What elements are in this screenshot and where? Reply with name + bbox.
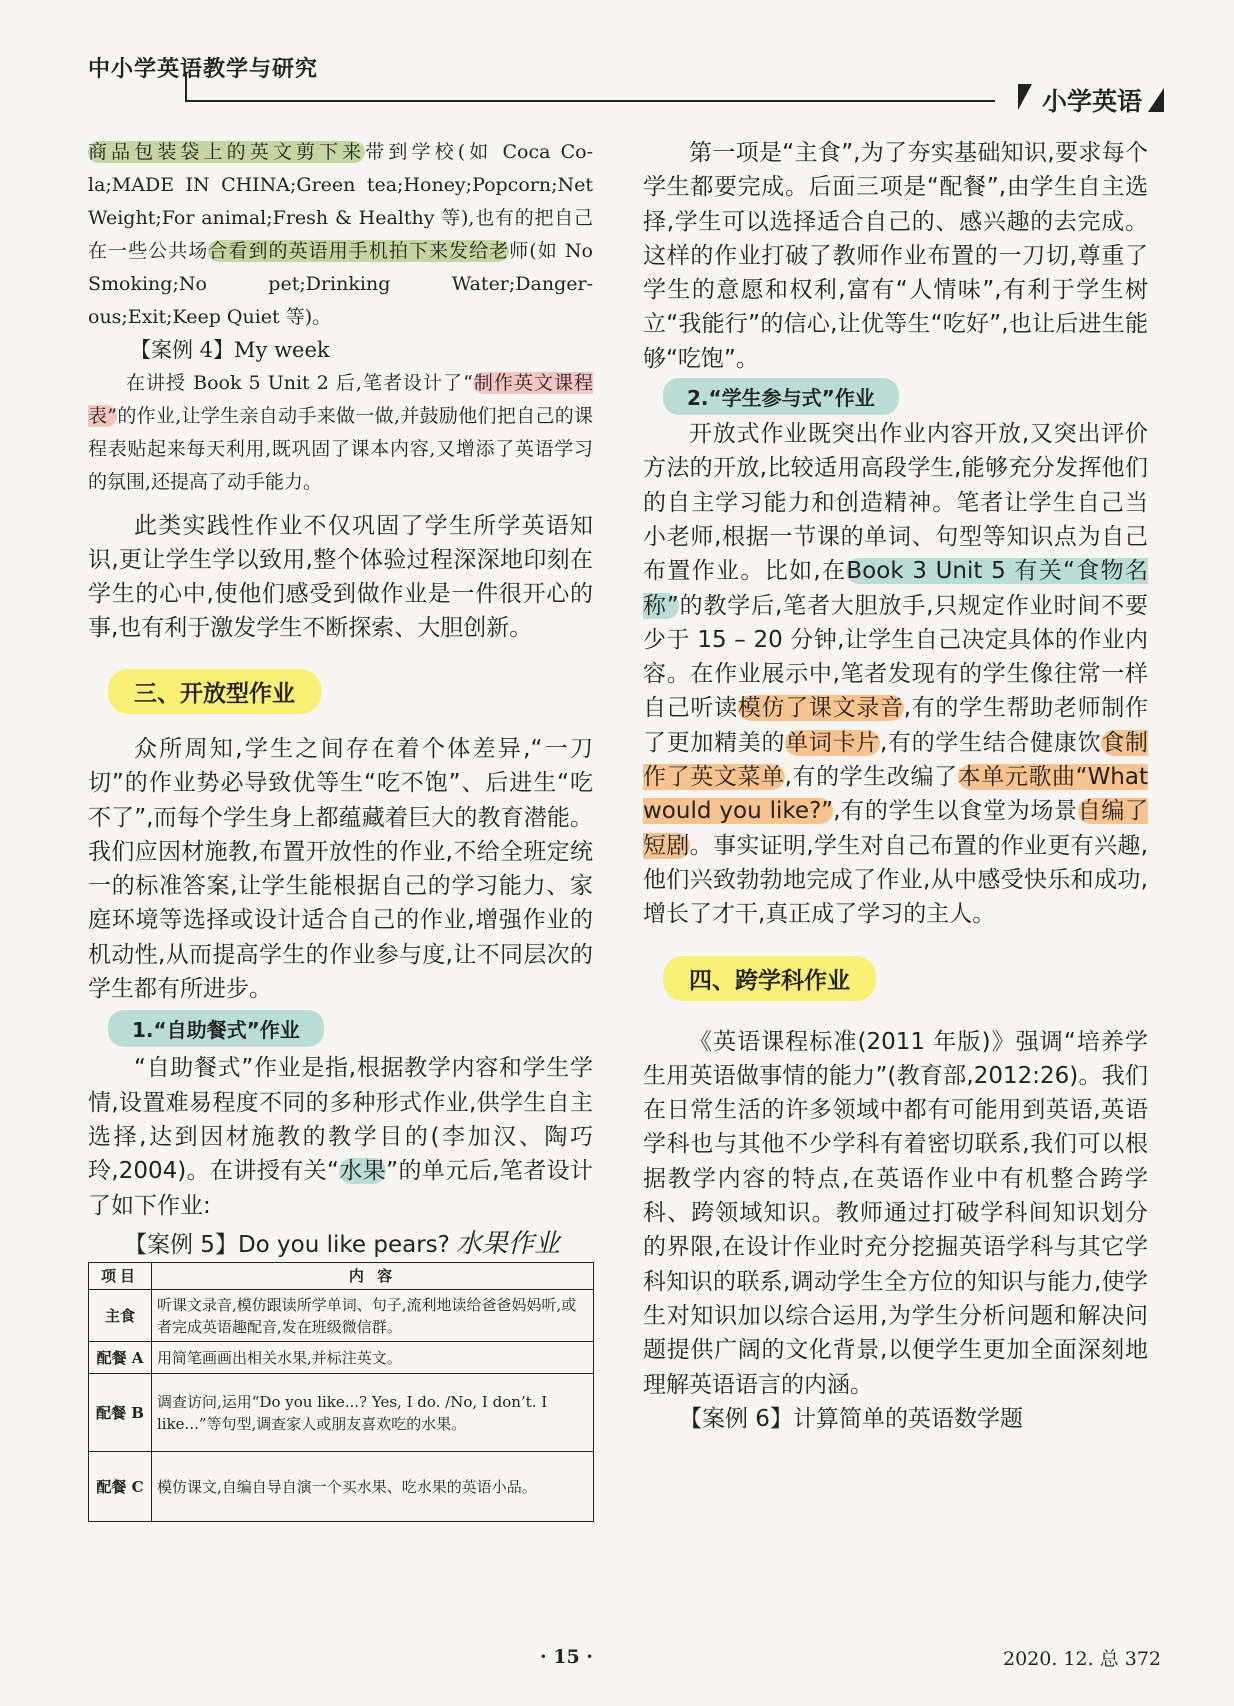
highlight-imitate: 模仿了课文录音 xyxy=(737,695,904,722)
heading-cross-discipline: 四、跨学科作业 xyxy=(663,956,876,1001)
highlight-food-names: Book 3 Unit 5 有关“食物名称” xyxy=(643,558,1148,619)
right-paragraph-1: 第一项是“主食”,为了夯实基础知识,要求每个学生都要完成。后面三项是“配餐”,由学生自主选择,学生可以选择适合自己的、感兴趣的去完成。这样的作业打破了教师作业布置的一刀切,尊重了学生的意愿和权利,富有“人情味”,有利于学生树立“我能行”的信心,让优等生“吃好”,也让后进生能够“吃饱”。 xyxy=(643,140,1148,372)
case4-title: 【案例 4】My week xyxy=(130,338,330,362)
left-paragraph-3: 此类实践性作业不仅巩固了学生所学英语知识,更让学生学以致用,整个体验过程深深地印刻在学生的心中,使他们感受到做作业是一件很开心的事,也有利于激发学生不断探索、大胆创新。 xyxy=(88,513,593,641)
highlight-song: 本单元歌曲“What would you like?” xyxy=(643,764,1148,825)
table-row-label: 主食 xyxy=(89,1290,152,1342)
right-column xyxy=(643,136,1148,1436)
table-row-label: 配餐 C xyxy=(89,1452,152,1522)
case6-title: 【案例 6】计算简单的英语数学题 xyxy=(679,1405,1023,1432)
table-row xyxy=(89,1374,594,1452)
handwritten-note: 水果作业 xyxy=(455,1228,560,1259)
right-paragraph-2: 开放式作业既突出作业内容开放,又突出评价方法的开放,比较适用高段学生,能够充分发挥他们的自主学习能力和创造精神。笔者让学生自己当小老师,根据一节课的单词、句型等知识点为自己布置作业。比如,在Book 3 Unit 5 有关“食物名称”的教学后,笔者大胆放手,只规定作业时间不要少于 15 – 20 分钟,让学生自己决定具体的作业内容。在作业展示中,笔者发现有的学生像往常一样自己听读模仿了课文录音,有的学生帮助老师制作了更加精美的单词卡片,有的学生结合健康饮食制作了英文菜单,有的学生改编了本单元歌曲“What would you like?”,有的学生以食堂为场景自编了短剧。事实证明,学生对自己布置的作业更有兴趣,他们兴致勃勃地完成了作业,从中感受快乐和成功,增长了才干,真正成了学习的主人。 xyxy=(643,421,1149,928)
table-header-content: 内 容 xyxy=(152,1263,594,1290)
table-row-label: 配餐 B xyxy=(89,1374,152,1452)
right-paragraph-3: 《英语课程标准(2011 年版)》强调“培养学生用英语做事情的能力”(教育部,2012:26)。我们在日常生活的许多领域中都有可能用到英语,英语学科也与其他不少学科有着密切联系,我们可以根据教学内容的特点,在英语作业中有机整合跨学科、跨领域知识。教师通过打破学科间知识划分的界限,在设计作业时充分挖掘英语学科与其它学科知识的联系,调动学生全方位的知识与能力,使学生对知识加以综合运用,为学生分析问题和解决问题提供广阔的文化背景,以便学生更加全面深刻地理解英语语言的内涵。 xyxy=(643,1028,1148,1398)
table-row-content: 调查访问,运用“Do you like...? Yes, I do. /No, I don’t. I like...”等句型,调查家人或朋友喜欢吃的水果。 xyxy=(152,1374,594,1452)
page-number: · 15 · xyxy=(540,1646,593,1668)
homework-table xyxy=(88,1262,594,1522)
subheading-buffet: 1.“自助餐式”作业 xyxy=(108,1010,324,1047)
highlight-packaging: 商品包装袋上的英文剪下来 xyxy=(88,141,366,163)
table-header-row xyxy=(89,1263,594,1290)
case5-title: 【案例 5】Do you like pears? 水果作业 xyxy=(124,1228,560,1259)
section-label: 小学英语 xyxy=(1018,82,1142,118)
case4-paragraph: 在讲授 Book 5 Unit 2 后,笔者设计了“制作英文课程表”的作业,让学生亲自动手来做一做,并鼓励他们把自己的课程表贴起来每天利用,既巩固了课本内容,又增添了英语学习的氛围,还提高了动手能力。 xyxy=(88,372,593,493)
highlight-photo: 合看到的英语用手机拍下来发给老 xyxy=(208,240,510,262)
table-row xyxy=(89,1452,594,1522)
table-row xyxy=(89,1290,594,1342)
issue-info: 2020. 12. 总 372 xyxy=(1003,1648,1161,1670)
left-paragraph-5: “自助餐式”作业是指,根据教学内容和学生学情,设置难易程度不同的多种形式作业,供学生自主选择,达到因材施教的教学目的(李加汉、陶巧玲,2004)。在讲授有关“水果”的单元后,笔者设计了如下作业: xyxy=(88,1055,594,1219)
highlight-fruit: 水果 xyxy=(338,1158,387,1185)
highlight-drama: 自编了短剧 xyxy=(643,798,1149,859)
table-row-content: 听课文录音,模仿跟读所学单词、句子,流利地读给爸爸妈妈听,或者完成英语趣配音,发在班级微信群。 xyxy=(152,1290,594,1342)
header-divider xyxy=(185,100,995,102)
table-row xyxy=(89,1342,594,1374)
subheading-participation: 2.“学生参与式”作业 xyxy=(663,378,899,415)
journal-title: 中小学英语教学与研究 xyxy=(88,56,319,82)
table-row-content: 用简笔画画出相关水果,并标注英文。 xyxy=(152,1342,594,1374)
table-row-content: 模仿课文,自编自导自演一个买水果、吃水果的英语小品。 xyxy=(152,1452,594,1522)
header-divider-tick xyxy=(185,72,187,102)
highlight-timetable: 制作英文课程表” xyxy=(88,372,593,427)
highlight-menu: 食制作了英文菜单 xyxy=(643,729,1149,791)
highlight-word-cards: 单词卡片 xyxy=(785,729,881,756)
left-paragraph-4: 众所周知,学生之间存在着个体差异,“一刀切”的作业势必导致优等生“吃不饱”、后进生“吃不了”,而每个学生身上都蕴藏着巨大的教育潜能。我们应因材施教,布置开放性的作业,不给全班定统一的标准答案,让学生能根据自己的学习能力、家庭环境等选择或设计适合自己的作业,增强作业的机动性,从而提高学生的作业参与度,让不同层次的学生都有所进步。 xyxy=(88,736,593,1003)
left-column xyxy=(88,136,593,1522)
heading-open-homework: 三、开放型作业 xyxy=(108,669,321,714)
table-header-item: 项目 xyxy=(89,1263,152,1290)
table-row-label: 配餐 A xyxy=(89,1342,152,1374)
left-paragraph-1: 商品包装袋上的英文剪下来带到学校(如 Coca Co-la;MADE IN CHINA;Green tea;Honey;Popcorn;Net Weight;For animal;Fresh & Healthy 等),也有的把自己在一些公共场合看到的英语用手机拍下来发给老师(如 No Smoking;No pet;Drinking Water;Danger-ous;Exit;Keep Quiet 等)。 xyxy=(88,141,593,328)
